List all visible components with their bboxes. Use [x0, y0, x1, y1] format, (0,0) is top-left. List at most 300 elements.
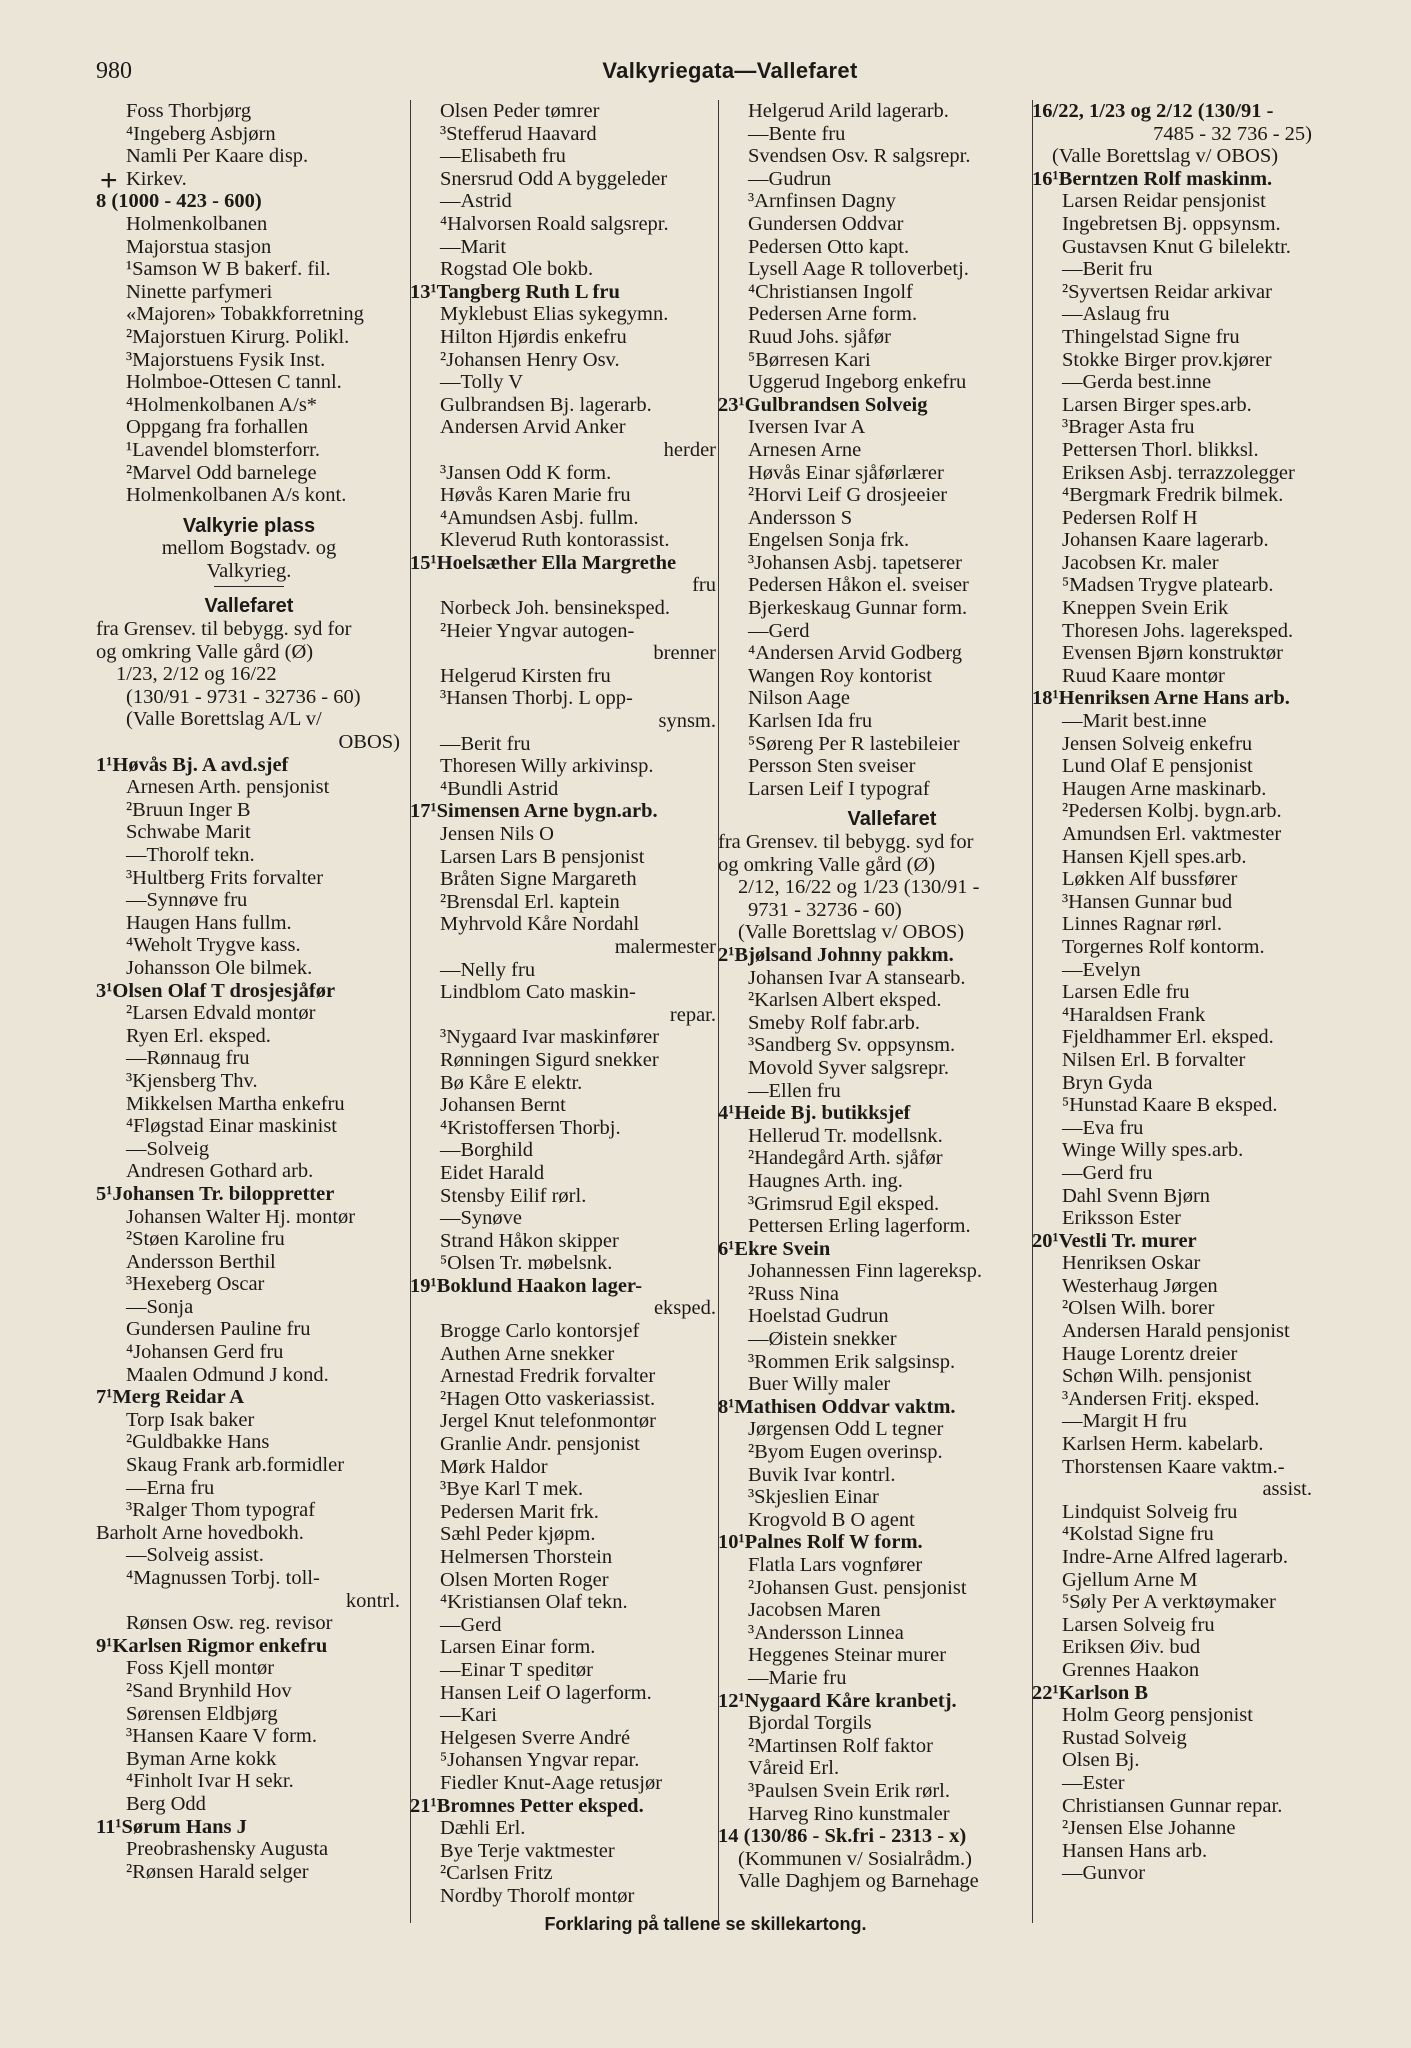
- resident-entry: —Marit best.inne: [1062, 710, 1207, 733]
- resident-entry: Gundersen Oddvar: [748, 212, 904, 235]
- resident-entry: fra Grensev. til bebygg. syd for: [96, 618, 352, 641]
- resident-entry: ⁴Johansen Gerd fru: [126, 1341, 284, 1364]
- resident-entry: Ingebretsen Bj. oppsynsm.: [1062, 212, 1281, 235]
- resident-entry: Larsen Leif I typograf: [748, 777, 930, 800]
- resident-entry: Valle Daghjem og Barnehage: [738, 1870, 979, 1893]
- resident-entry: Stokke Birger prov.kjører: [1062, 348, 1272, 371]
- resident-entry: Helmersen Thorstein: [440, 1546, 613, 1568]
- resident-entry: Engelsen Sonja frk.: [748, 529, 910, 552]
- resident-entry: Flatla Lars vognfører: [748, 1554, 923, 1576]
- resident-entry: Gulbrandsen Bj. lagerarb.: [440, 393, 652, 416]
- column-2: [410, 100, 718, 1936]
- resident-entry: Hoelstad Gudrun: [748, 1305, 889, 1328]
- resident-entry: OBOS): [338, 731, 400, 754]
- resident-entry: ⁴Fløgstad Einar maskinist: [126, 1115, 337, 1138]
- resident-entry: Rogstad Ole bokb.: [440, 258, 594, 281]
- resident-entry: —Berit fru: [1062, 258, 1153, 281]
- resident-entry: —Marit: [440, 235, 507, 258]
- resident-entry: Smeby Rolf fabr.arb.: [748, 1011, 920, 1034]
- resident-entry: og omkring Valle gård (Ø): [96, 640, 314, 663]
- resident-entry: Ruud Kaare montør: [1062, 664, 1225, 687]
- resident-entry: Pettersen Thorl. blikksl.: [1062, 438, 1259, 461]
- resident-entry: ⁴Kristoffersen Thorbj.: [440, 1116, 621, 1139]
- resident-entry: ²Karlsen Albert eksped.: [748, 989, 942, 1012]
- resident-entry: ²Carlsen Fritz: [440, 1862, 553, 1885]
- resident-entry: ²Johansen Gust. pensjonist: [748, 1576, 967, 1599]
- resident-entry: ¹Lavendel blomsterforr.: [126, 438, 320, 461]
- resident-entry: ²Pedersen Kolbj. bygn.arb.: [1062, 800, 1282, 823]
- resident-entry: Andersen Harald pensjonist: [1062, 1320, 1290, 1343]
- resident-entry: Arnestad Fredrik forvalter: [440, 1365, 656, 1388]
- resident-entry: ²Sand Brynhild Hov: [126, 1679, 292, 1702]
- resident-entry: —Tolly V: [440, 371, 524, 394]
- resident-entry: ³Johansen Asbj. tapetserer: [748, 551, 962, 574]
- resident-entry: Lindquist Solveig fru: [1062, 1500, 1238, 1523]
- resident-entry: fru: [692, 574, 716, 597]
- resident-entry: ⁴Finholt Ivar H sekr.: [126, 1770, 294, 1793]
- resident-entry: Pedersen Otto kapt.: [748, 235, 910, 258]
- resident-entry: —Gudrun: [748, 167, 832, 190]
- resident-entry: ³Paulsen Svein Erik rørl.: [748, 1779, 951, 1802]
- resident-entry: Karlsen Ida fru: [748, 710, 873, 733]
- resident-entry: Berg Odd: [126, 1792, 206, 1815]
- resident-entry: Schwabe Marit: [126, 821, 251, 844]
- resident-entry: Fiedler Knut-Aage retusjør: [440, 1771, 663, 1794]
- resident-entry: Krogvold B O agent: [748, 1508, 915, 1531]
- resident-entry: Jacobsen Kr. maler: [1062, 551, 1219, 574]
- resident-entry: Amundsen Erl. vaktmester: [1062, 823, 1282, 845]
- resident-entry: (Valle Borettslag v/ OBOS): [1052, 145, 1279, 168]
- resident-entry: ⁵Madsen Trygve platearb.: [1062, 574, 1274, 597]
- resident-entry: Evensen Bjørn konstruktør: [1062, 642, 1283, 665]
- resident-entry: ³Andersen Fritj. eksped.: [1062, 1387, 1260, 1410]
- resident-entry: Arnesen Arth. pensjonist: [126, 776, 330, 799]
- resident-entry: Jergel Knut telefonmontør: [440, 1410, 656, 1433]
- resident-entry: ⁴Ingeberg Asbjørn: [126, 122, 276, 145]
- resident-entry: ³Jansen Odd K form.: [440, 461, 612, 484]
- resident-entry: Olsen Morten Roger: [440, 1568, 609, 1591]
- resident-entry: Eriksson Ester: [1062, 1207, 1181, 1230]
- house-number-entry: 11¹Sørum Hans J: [96, 1815, 247, 1838]
- resident-entry: —Solveig assist.: [126, 1544, 264, 1567]
- resident-entry: —Astrid: [440, 190, 512, 213]
- house-number-entry: 5¹Johansen Tr. biloppretter: [96, 1182, 335, 1205]
- resident-entry: ²Hagen Otto vaskeriassist.: [440, 1387, 656, 1410]
- resident-entry: Haugen Arne maskinarb.: [1062, 777, 1267, 800]
- resident-entry: ⁴Halvorsen Roald salgsrepr.: [440, 212, 669, 235]
- resident-entry: —Kari: [440, 1704, 497, 1727]
- resident-entry: Pedersen Rolf H: [1062, 506, 1198, 529]
- resident-entry: Movold Syver salgsrepr.: [748, 1056, 949, 1079]
- resident-entry: «Majoren» Tobakkforretning: [126, 303, 364, 326]
- house-number-entry: 14 (130/86 - Sk.fri - 2313 - x): [718, 1825, 967, 1848]
- resident-entry: Andersen Arvid Anker: [440, 416, 626, 439]
- resident-entry: Jensen Nils O: [440, 823, 554, 845]
- resident-entry: Rønsen Osw. reg. revisor: [126, 1612, 333, 1635]
- resident-entry: Lysell Aage R tolloverbetj.: [748, 258, 969, 281]
- resident-entry: ²Brensdal Erl. kaptein: [440, 890, 620, 913]
- resident-entry: Hilton Hjørdis enkefru: [440, 325, 627, 348]
- house-number-entry: 17¹Simensen Arne bygn.arb.: [410, 800, 658, 823]
- resident-entry: Holmboe-Ottesen C tannl.: [126, 371, 342, 394]
- resident-entry: kontrl.: [345, 1589, 400, 1612]
- resident-entry: Fjeldhammer Erl. eksped.: [1062, 1026, 1274, 1049]
- resident-entry: ²Horvi Leif G drosjeeier: [748, 484, 948, 507]
- resident-entry: —Gerd: [748, 619, 810, 642]
- resident-entry: Nordby Thorolf montør: [440, 1884, 635, 1907]
- resident-entry: (Valle Borettslag A/L v/: [126, 708, 322, 731]
- resident-entry: ⁴Christiansen Ingolf: [748, 280, 913, 303]
- street-heading: Valkyrie plass: [182, 514, 316, 537]
- resident-entry: Heggenes Steinar murer: [748, 1644, 947, 1667]
- resident-entry: —Elisabeth fru: [440, 145, 566, 168]
- resident-entry: ²Rønsen Harald selger: [126, 1860, 309, 1883]
- resident-entry: —Øistein snekker: [748, 1328, 897, 1351]
- resident-entry: Indre-Arne Alfred lagerarb.: [1062, 1546, 1288, 1568]
- resident-entry: Myklebust Elias sykegymn.: [440, 303, 669, 326]
- resident-entry: —Eva fru: [1062, 1116, 1144, 1139]
- resident-entry: Johannessen Finn lagereksp.: [748, 1260, 982, 1283]
- resident-entry: synsm.: [658, 710, 716, 733]
- resident-entry: Lindblom Cato maskin-: [440, 981, 636, 1004]
- resident-entry: Arnesen Arne: [748, 438, 862, 461]
- resident-entry: Maalen Odmund J kond.: [126, 1363, 329, 1386]
- resident-entry: Haugnes Arth. ing.: [748, 1169, 903, 1192]
- resident-entry: ³Andersson Linnea: [748, 1621, 904, 1644]
- resident-entry: Lund Olaf E pensjonist: [1062, 755, 1253, 778]
- resident-entry: Oppgang fra forhallen: [126, 416, 309, 439]
- resident-entry: ⁴Holmenkolbanen A/s*: [126, 393, 318, 416]
- resident-entry: ³Skjeslien Einar: [748, 1486, 879, 1509]
- resident-entry: ²Larsen Edvald montør: [126, 1002, 316, 1025]
- house-number-entry: 9¹Karlsen Rigmor enkefru: [96, 1634, 328, 1657]
- resident-entry: ²Støen Karoline fru: [126, 1228, 285, 1251]
- resident-entry: Larsen Edle fru: [1062, 981, 1190, 1004]
- resident-entry: ²Russ Nina: [748, 1282, 839, 1305]
- resident-entry: ²Guldbakke Hans: [126, 1431, 270, 1454]
- resident-entry: Kirkev.: [126, 167, 187, 190]
- page-footer: Forklaring på tallene se skillekartong.: [544, 1914, 867, 1934]
- resident-entry: Linnes Ragnar rørl.: [1062, 913, 1222, 936]
- house-number-entry: 10¹Palnes Rolf W form.: [718, 1531, 923, 1554]
- resident-entry: Ninette parfymeri: [126, 280, 273, 303]
- resident-entry: Mikkelsen Martha enkefru: [126, 1092, 345, 1115]
- resident-entry: Pettersen Erling lagerform.: [748, 1215, 971, 1238]
- resident-entry: —Borghild: [440, 1139, 534, 1162]
- resident-entry: Authen Arne snekker: [440, 1342, 615, 1365]
- resident-entry: Granlie Andr. pensjonist: [440, 1433, 640, 1456]
- resident-entry: Eriksen Asbj. terrazzolegger: [1062, 461, 1295, 484]
- resident-entry: Eidet Harald: [440, 1161, 545, 1184]
- resident-entry: ³Hansen Thorbj. L opp-: [440, 687, 633, 710]
- resident-entry: ²Martinsen Rolf faktor: [748, 1734, 933, 1757]
- resident-entry: ⁵Johansen Yngvar repar.: [440, 1749, 640, 1772]
- house-number-entry: 16¹Berntzen Rolf maskinm.: [1032, 167, 1273, 190]
- resident-entry: Holmenkolbanen A/s kont.: [126, 484, 347, 507]
- resident-entry: 1/23, 2/12 og 16/22: [116, 663, 277, 686]
- resident-entry: Jacobsen Maren: [748, 1599, 881, 1622]
- resident-entry: assist.: [1262, 1478, 1312, 1501]
- resident-entry: Persson Sten sveiser: [748, 755, 916, 778]
- resident-entry: Johansen Walter Hj. montør: [126, 1205, 356, 1228]
- house-number-entry: 22¹Karlson B: [1032, 1681, 1149, 1704]
- resident-entry: —Erna fru: [126, 1476, 215, 1499]
- house-number-entry: 21¹Bromnes Petter eksped.: [410, 1794, 644, 1817]
- resident-entry: herder: [663, 438, 716, 461]
- resident-entry: mellom Bogstadv. og: [161, 537, 337, 560]
- resident-entry: Torgernes Rolf kontorm.: [1062, 935, 1265, 958]
- resident-entry: —Aslaug fru: [1062, 303, 1170, 326]
- resident-entry: Pedersen Håkon el. sveiser: [748, 574, 969, 597]
- resident-entry: —Synnøve fru: [126, 889, 248, 912]
- resident-entry: Jørgensen Odd L tegner: [748, 1418, 944, 1441]
- resident-entry: Dæhli Erl.: [440, 1817, 526, 1840]
- resident-entry: ³Bye Karl T mek.: [440, 1478, 584, 1501]
- house-number-entry: 8 (1000 - 423 - 600): [96, 190, 262, 213]
- resident-entry: Haugen Hans fullm.: [126, 911, 292, 934]
- resident-entry: Grennes Haakon: [1062, 1658, 1200, 1681]
- resident-entry: Namli Per Kaare disp.: [126, 145, 309, 168]
- resident-entry: Ryen Erl. eksped.: [126, 1024, 271, 1047]
- resident-entry: ⁴Andersen Arvid Godberg: [748, 642, 963, 665]
- resident-entry: Olsen Peder tømrer: [440, 100, 600, 122]
- resident-entry: ²Olsen Wilh. borer: [1062, 1297, 1215, 1320]
- resident-entry: Bryn Gyda: [1062, 1071, 1153, 1094]
- house-number-entry: 20¹Vestli Tr. murer: [1032, 1229, 1197, 1252]
- resident-entry: fra Grensev. til bebygg. syd for: [718, 831, 974, 853]
- resident-entry: ³Arnfinsen Dagny: [748, 190, 896, 213]
- column-3: [718, 100, 1066, 1936]
- resident-entry: brenner: [653, 642, 716, 665]
- resident-entry: Byman Arne kokk: [126, 1747, 277, 1770]
- resident-entry: Myhrvold Kåre Nordahl: [440, 913, 640, 936]
- resident-entry: ³Brager Asta fru: [1062, 416, 1195, 439]
- resident-entry: Johansen Kaare lagerarb.: [1062, 529, 1269, 552]
- resident-entry: —Evelyn: [1062, 958, 1141, 981]
- resident-entry: Henriksen Oskar: [1062, 1252, 1201, 1275]
- resident-entry: Barholt Arne hovedbokh.: [96, 1521, 304, 1544]
- resident-entry: Iversen Ivar A: [748, 416, 866, 439]
- resident-entry: Snersrud Odd A byggeleder: [440, 167, 668, 190]
- resident-entry: Andersson S: [748, 506, 853, 529]
- column-1: [96, 100, 402, 1936]
- resident-entry: Johansen Ivar A stansearb.: [748, 966, 966, 989]
- resident-entry: Nilsen Erl. B forvalter: [1062, 1048, 1246, 1071]
- resident-entry: ³Hansen Gunnar bud: [1062, 890, 1233, 913]
- resident-entry: Helgesen Sverre André: [440, 1726, 631, 1749]
- resident-entry: —Margit H fru: [1062, 1410, 1187, 1433]
- resident-entry: ³Hexeberg Oscar: [126, 1273, 265, 1296]
- street-heading: Vallefaret: [204, 595, 294, 618]
- resident-entry: —Gerd fru: [1062, 1161, 1153, 1184]
- resident-entry: Skaug Frank arb.formidler: [126, 1454, 345, 1477]
- resident-entry: Foss Thorbjørg: [126, 100, 252, 122]
- resident-entry: Johansen Bernt: [440, 1094, 566, 1117]
- house-number-entry: 23¹Gulbrandsen Solveig: [718, 393, 928, 416]
- resident-entry: ³Hultberg Frits forvalter: [126, 866, 324, 889]
- resident-entry: ¹Samson W B bakerf. fil.: [126, 258, 331, 281]
- resident-entry: Kneppen Svein Erik: [1062, 597, 1229, 620]
- resident-entry: —Bente fru: [748, 122, 846, 145]
- resident-entry: Nilson Aage: [748, 687, 850, 710]
- house-number-entry: 12¹Nygaard Kåre kranbetj.: [718, 1689, 957, 1712]
- resident-entry: Gustavsen Knut G bilelektr.: [1062, 235, 1291, 258]
- resident-entry: 7485 - 32 736 - 25): [1153, 122, 1312, 145]
- resident-entry: Buvik Ivar kontrl.: [748, 1463, 896, 1486]
- resident-entry: Våreid Erl.: [748, 1757, 840, 1780]
- resident-entry: ²Heier Yngvar autogen-: [440, 619, 635, 642]
- street-heading: Vallefaret: [847, 808, 937, 831]
- resident-entry: Thoresen Johs. lagereksped.: [1062, 619, 1294, 642]
- resident-entry: Holmenkolbanen: [126, 212, 268, 235]
- resident-entry: Torp Isak baker: [126, 1408, 255, 1431]
- house-number-entry: 15¹Hoelsæther Ella Margrethe: [410, 551, 677, 574]
- resident-entry: Buer Willy maler: [748, 1373, 891, 1396]
- resident-entry: ⁴Kristiansen Olaf tekn.: [440, 1591, 628, 1614]
- house-number-entry: 6¹Ekre Svein: [718, 1237, 831, 1260]
- resident-entry: Thorstensen Kaare vaktm.-: [1062, 1455, 1285, 1478]
- resident-entry: Hauge Lorentz dreier: [1062, 1342, 1238, 1365]
- house-number-entry: 16/22, 1/23 og 2/12 (130/91 -: [1032, 100, 1274, 122]
- resident-entry: —Ester: [1062, 1771, 1125, 1794]
- resident-entry: ²Bruun Inger B: [126, 798, 251, 821]
- resident-entry: ²Johansen Henry Osv.: [440, 348, 620, 371]
- resident-entry: Mørk Haldor: [440, 1455, 548, 1478]
- resident-entry: ²Byom Eugen overinsp.: [748, 1441, 943, 1464]
- resident-entry: —Gerda best.inne: [1062, 371, 1212, 394]
- resident-entry: —Synøve: [440, 1207, 522, 1230]
- resident-entry: —Gunvor: [1062, 1862, 1146, 1885]
- column-4: [1032, 100, 1314, 1936]
- house-number-entry: 3¹Olsen Olaf T drosjesjåfør: [96, 979, 336, 1002]
- resident-entry: ²Jensen Else Johanne: [1062, 1817, 1236, 1840]
- resident-entry: Johansson Ole bilmek.: [126, 956, 313, 979]
- section-rule: [214, 586, 284, 587]
- resident-entry: ⁵Børresen Kari: [748, 348, 871, 371]
- resident-entry: Wangen Roy kontorist: [748, 664, 932, 687]
- resident-entry: Winge Willy spes.arb.: [1062, 1139, 1244, 1162]
- resident-entry: Andresen Gothard arb.: [126, 1160, 314, 1183]
- resident-entry: Helgerud Arild lagerarb.: [748, 100, 949, 122]
- resident-entry: Christiansen Gunnar repar.: [1062, 1794, 1283, 1817]
- resident-entry: Hansen Hans arb.: [1062, 1839, 1208, 1862]
- resident-entry: ³Sandberg Sv. oppsynsm.: [748, 1034, 956, 1057]
- resident-entry: 2/12, 16/22 og 1/23 (130/91 -: [738, 876, 980, 899]
- resident-entry: ⁵Olsen Tr. møbelsnk.: [440, 1252, 613, 1275]
- resident-entry: Karlsen Herm. kabelarb.: [1062, 1433, 1264, 1456]
- resident-entry: —Gerd: [440, 1613, 502, 1636]
- resident-entry: Preobrashensky Augusta: [126, 1838, 329, 1861]
- resident-entry: ⁴Bundli Astrid: [440, 777, 559, 800]
- resident-entry: ³Majorstuens Fysik Inst.: [126, 348, 326, 371]
- resident-entry: Uggerud Ingeborg enkefru: [748, 371, 967, 394]
- resident-entry: Larsen Reidar pensjonist: [1062, 190, 1266, 213]
- resident-entry: malermester: [614, 935, 716, 958]
- resident-entry: Strand Håkon skipper: [440, 1229, 619, 1252]
- resident-entry: (Valle Borettslag v/ OBOS): [738, 921, 965, 944]
- resident-entry: Helgerud Kirsten fru: [440, 664, 611, 687]
- resident-entry: Norbeck Joh. bensineksped.: [440, 597, 671, 620]
- resident-entry: —Nelly fru: [440, 958, 536, 981]
- resident-entry: —Rønnaug fru: [126, 1047, 250, 1070]
- resident-entry: ⁴Bergmark Fredrik bilmek.: [1062, 484, 1284, 507]
- resident-entry: Valkyrieg.: [206, 559, 292, 582]
- resident-entry: Gjellum Arne M: [1062, 1568, 1198, 1591]
- resident-entry: —Einar T speditør: [440, 1658, 593, 1681]
- house-number-entry: 4¹Heide Bj. butikksjef: [718, 1102, 911, 1125]
- resident-entry: Bjordal Torgils: [748, 1712, 872, 1735]
- resident-entry: ⁴Magnussen Torbj. toll-: [126, 1567, 320, 1589]
- resident-entry: Svendsen Osv. R salgsrepr.: [748, 145, 971, 168]
- house-number-entry: 1¹Høvås Bj. A avd.sjef: [96, 753, 289, 776]
- resident-entry: Pedersen Marit frk.: [440, 1500, 599, 1523]
- resident-entry: ³Stefferud Haavard: [440, 122, 597, 145]
- resident-entry: ⁴Amundsen Asbj. fullm.: [440, 506, 639, 529]
- house-number-entry: 18¹Henriksen Arne Hans arb.: [1032, 687, 1290, 710]
- resident-entry: ³Nygaard Ivar maskinfører: [440, 1026, 660, 1049]
- resident-entry: Høvås Einar sjåførlærer: [748, 461, 944, 484]
- resident-entry: Bye Terje vaktmester: [440, 1839, 615, 1862]
- resident-entry: Eriksen Øiv. bud: [1062, 1636, 1201, 1659]
- resident-entry: —Marie fru: [748, 1666, 847, 1689]
- resident-entry: ⁵Søreng Per R lastebileier: [748, 732, 960, 755]
- house-number-entry: 13¹Tangberg Ruth L fru: [410, 280, 620, 303]
- page-header: Valkyriegata—Vallefaret: [602, 58, 858, 83]
- house-number-entry: 8¹Mathisen Oddvar vaktm.: [718, 1395, 956, 1418]
- resident-entry: ³Ralger Thom typograf: [126, 1499, 316, 1522]
- resident-entry: Stensby Eilif rørl.: [440, 1184, 587, 1207]
- resident-entry: ⁴Haraldsen Frank: [1062, 1003, 1206, 1026]
- resident-entry: ²Majorstuen Kirurg. Polikl.: [126, 325, 350, 348]
- resident-entry: Thoresen Willy arkivinsp.: [440, 755, 654, 778]
- resident-entry: Andersson Berthil: [126, 1250, 276, 1273]
- resident-entry: Bø Kåre E elektr.: [440, 1071, 583, 1094]
- resident-entry: Schøn Wilh. pensjonist: [1062, 1365, 1252, 1388]
- resident-entry: (130/91 - 9731 - 32736 - 60): [126, 685, 361, 708]
- resident-entry: Harveg Rino kunstmaler: [748, 1802, 950, 1825]
- resident-entry: Larsen Solveig fru: [1062, 1613, 1215, 1636]
- resident-entry: Ruud Johs. sjåfør: [748, 325, 891, 348]
- resident-entry: —Ellen fru: [748, 1079, 841, 1102]
- resident-entry: Rønningen Sigurd snekker: [440, 1048, 659, 1071]
- house-number-entry: 19¹Boklund Haakon lager-: [410, 1274, 643, 1297]
- resident-entry: Kleverud Ruth kontorassist.: [440, 529, 670, 552]
- resident-entry: ⁴Kolstad Signe fru: [1062, 1523, 1214, 1546]
- resident-entry: Foss Kjell montør: [126, 1657, 275, 1680]
- resident-entry: ⁴Weholt Trygve kass.: [126, 934, 301, 957]
- page-number: 980: [96, 58, 132, 84]
- resident-entry: Sæhl Peder kjøpm.: [440, 1523, 596, 1546]
- resident-entry: ³Grimsrud Egil eksped.: [748, 1192, 940, 1215]
- resident-entry: Olsen Bj.: [1062, 1749, 1140, 1772]
- resident-entry: Høvås Karen Marie fru: [440, 484, 631, 507]
- resident-entry: 9731 - 32736 - 60): [748, 898, 902, 921]
- resident-entry: Thingelstad Signe fru: [1062, 325, 1240, 348]
- resident-entry: ⁵Hunstad Kaare B eksped.: [1062, 1094, 1278, 1117]
- resident-entry: Hansen Leif O lagerform.: [440, 1681, 652, 1704]
- resident-entry: Larsen Einar form.: [440, 1636, 596, 1659]
- resident-entry: Hellerud Tr. modellsnk.: [748, 1124, 943, 1147]
- resident-entry: og omkring Valle gård (Ø): [718, 853, 936, 876]
- resident-entry: Bråten Signe Margareth: [440, 868, 637, 891]
- resident-entry: Gundersen Pauline fru: [126, 1318, 311, 1341]
- resident-entry: —Sonja: [126, 1295, 194, 1318]
- resident-entry: Rustad Solveig: [1062, 1726, 1187, 1749]
- resident-entry: ²Syvertsen Reidar arkivar: [1062, 280, 1272, 303]
- resident-entry: —Solveig: [126, 1137, 210, 1160]
- resident-entry: Holm Georg pensjonist: [1062, 1704, 1253, 1727]
- resident-entry: Løkken Alf bussfører: [1062, 868, 1238, 891]
